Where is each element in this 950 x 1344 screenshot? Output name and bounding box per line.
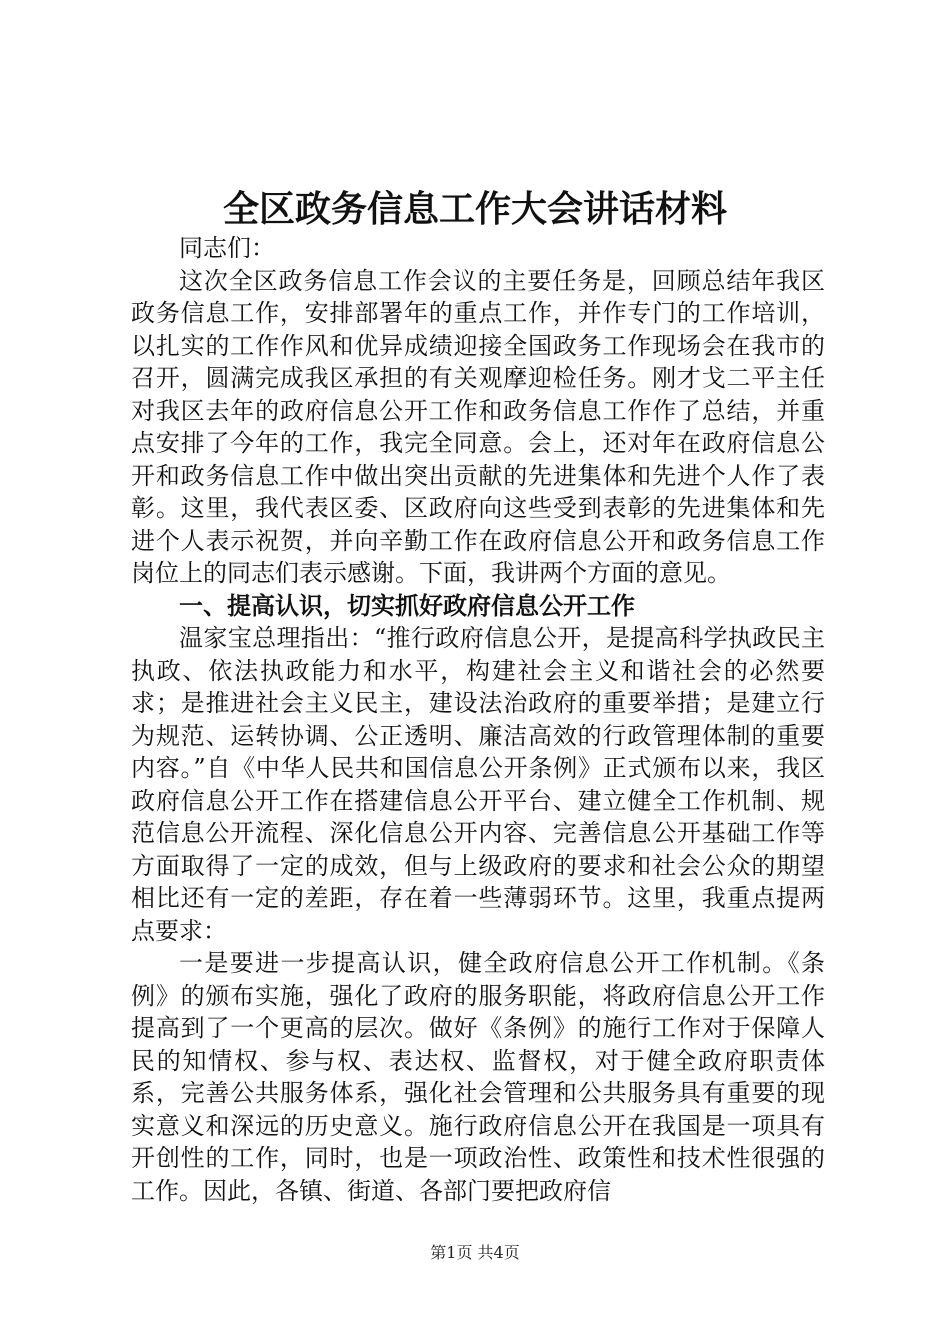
section-heading-1: 一、提高认识，切实抓好政府信息公开工作 xyxy=(179,591,635,620)
paragraph-intro: 这次全区政务信息工作会议的主要任务是，回顾总结年我区政务信息工作，安排部署年的重点工作，并作专门的工作培训，以扎实的工作作风和优异成绩迎接全国政务工作现场会在我市的召开，圆满完成我区承担的有关观摩迎检任务。刚才戈二平主任对我区去年的政府信息公开工作和政务信息工作作了总结，并重点安排了今年的工作，我完全同意。会上，还对年在政府信息公开和政务信息工作中做出突出贡献的先进集体和先进个人作了表彰。这里，我代表区委、区政府向这些受到表彰的先进集体和先进个人表示祝贺，并向辛勤工作在政府信息公开和政务信息工作岗位上的同志们表示感谢。下面，我讲两个方面的意见。 xyxy=(131,266,825,587)
salutation: 同志们： xyxy=(179,234,275,262)
document-title: 全区政务信息工作大会讲话材料 xyxy=(222,188,727,230)
page-footer: 第1页 共4页 xyxy=(430,1243,520,1262)
document-body xyxy=(131,232,825,1207)
paragraph-point-1: 一是要进一步提高认识，健全政府信息公开工作机制。《条例》的颁布实施，强化了政府的服务职能，将政府信息公开工作提高到了一个更高的层次。做好《条例》的施行工作对于保障人民的知情权、参与权、表达权、监督权，对于健全政府职责体系，完善公共服务体系，强化社会管理和公共服务具有重要的现实意义和深远的历史意义。施行政府信息公开在我国是一项具有开创性的工作，同时，也是一项政治性、政策性和技术性很强的工作。因此，各镇、街道、各部门要把政府信 xyxy=(131,949,825,1205)
paragraph-quote: 温家宝总理指出：“推行政府信息公开，是提高科学执政民主执政、依法执政能力和水平，构建社会主义和谐社会的必然要求；是推进社会主义民主，建设法治政府的重要举措；是建立行为规范、运转协调、公正透明、廉洁高效的行政管理体制的重要内容。”自《中华人民共和国信息公开条例》正式颁布以来，我区政府信息公开工作在搭建信息公开平台、建立健全工作机制、规范信息公开流程、深化信息公开内容、完善信息公开基础工作等方面取得了一定的成效，但与上级政府的要求和社会公众的期望相比还有一定的差距，存在着一些薄弱环节。这里，我重点提两点要求： xyxy=(131,624,825,945)
